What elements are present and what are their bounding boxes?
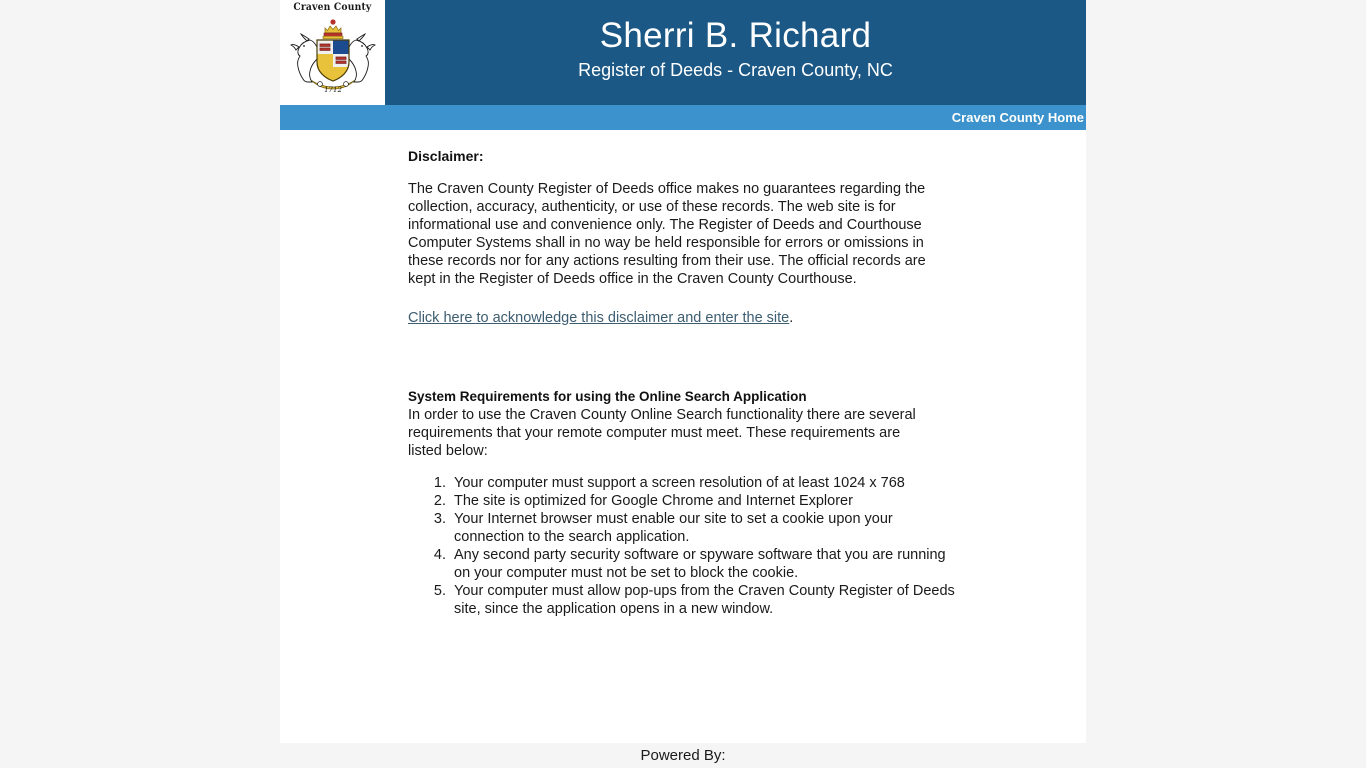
list-item: 3. Your Internet browser must enable our site to set a cookie upon your connection to the search application.: [450, 510, 960, 546]
navigation-bar: [280, 105, 1086, 130]
page-title: Sherri B. Richard: [599, 15, 872, 55]
system-requirements-intro: In order to use the Craven County Online Search functionality there are several requirements that your remote computer must meet. These requirements are listed below:: [408, 407, 916, 459]
list-item: 4. Any second party security software or spyware software that you are running on your computer must not be set to block the cookie.: [450, 546, 960, 582]
system-requirements-heading: System Requirements for using the Online Search Application: [408, 389, 807, 404]
list-item: 5. Your computer must allow pop-ups from the Craven County Register of Deeds site, since the application opens in a new window.: [450, 582, 960, 618]
powered-by-label: Powered By:: [640, 747, 726, 764]
disclaimer-body: The Craven County Register of Deeds office makes no guarantees regarding the collection, accuracy, authenticity, or use of these records. The web site is for informational use and convenience only. The Register of Deeds and Courthouse Computer Systems shall in no way be held responsible for errors or omissions in these records nor for any actions resulting from their use. The official records are kept in the Register of Deeds office in the Craven County Courthouse.: [408, 181, 926, 287]
content-panel: [280, 130, 1086, 743]
page-subtitle: Register of Deeds - Craven County, NC: [578, 60, 893, 81]
county-seal-logo: [280, 0, 385, 105]
site-footer: [0, 743, 1366, 768]
acknowledge-disclaimer-link[interactable]: Click here to acknowledge this disclaimer and enter the site: [408, 310, 790, 326]
list-item: 2. The site is optimized for Google Chrome and Internet Explorer: [450, 492, 960, 510]
acknowledge-period: .: [789, 310, 794, 326]
crest-year-label: 1712: [323, 86, 342, 92]
site-header: [280, 0, 1086, 105]
list-item: 1. Your computer must support a screen resolution of at least 1024 x 768: [450, 474, 960, 492]
nav-link-craven-county-home[interactable]: Craven County Home: [951, 110, 1084, 125]
acknowledge-line: [408, 310, 958, 326]
coat-of-arms-icon: [287, 14, 379, 92]
disclaimer-heading: Disclaimer:: [408, 148, 484, 164]
county-seal-wordmark: Craven County: [293, 2, 372, 13]
content-inner: [408, 148, 958, 618]
system-requirements-section: [408, 388, 958, 618]
system-requirements-list: [408, 474, 960, 618]
header-titles: [385, 0, 1086, 105]
